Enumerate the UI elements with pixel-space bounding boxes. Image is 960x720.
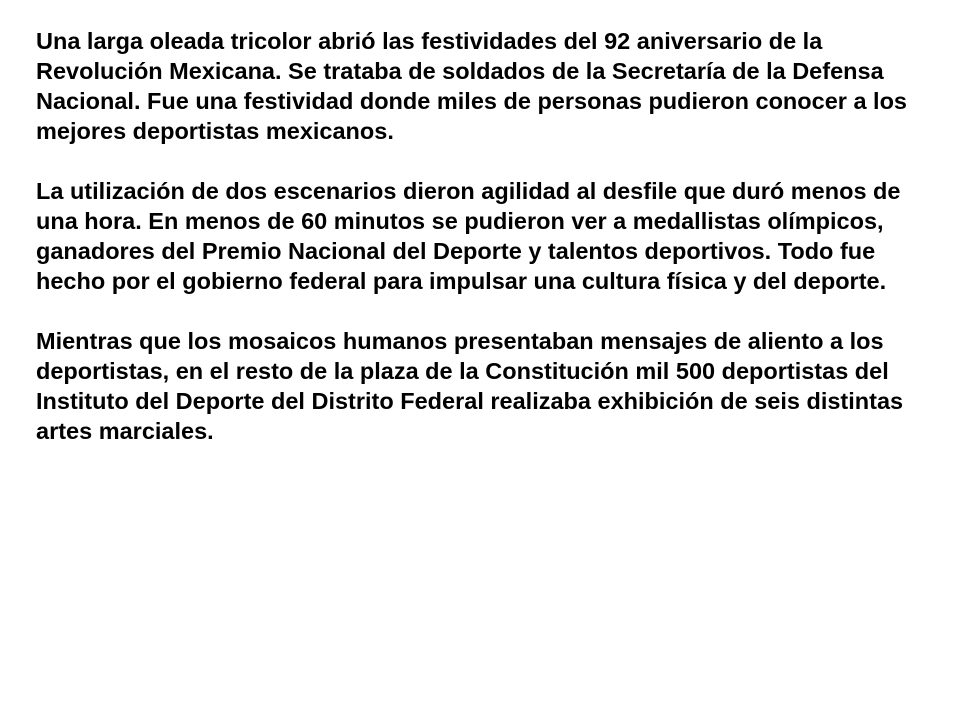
document-body: [36, 26, 926, 446]
paragraph-1: Una larga oleada tricolor abrió las festividades del 92 aniversario de la Revolución Mexicana. Se trataba de soldados de la Secretaría de la Defensa Nacional. Fue una festividad donde miles de personas pudieron conocer a los mejores deportistas mexicanos.: [36, 28, 908, 144]
paragraph-3: Mientras que los mosaicos humanos presentaban mensajes de aliento a los deportistas, en el resto de la plaza de la Constitución mil 500 deportistas del Instituto del Deporte del Distrito Federal realizaba exhibición de seis distintas artes marciales.: [36, 328, 904, 444]
paragraph-2: La utilización de dos escenarios dieron agilidad al desfile que duró menos de una hora. En menos de 60 minutos se pudieron ver a medallistas olímpicos, ganadores del Premio Nacional del Deporte y talentos deportivos. Todo fue hecho por el gobierno federal para impulsar una cultura física y del deporte.: [36, 178, 901, 294]
